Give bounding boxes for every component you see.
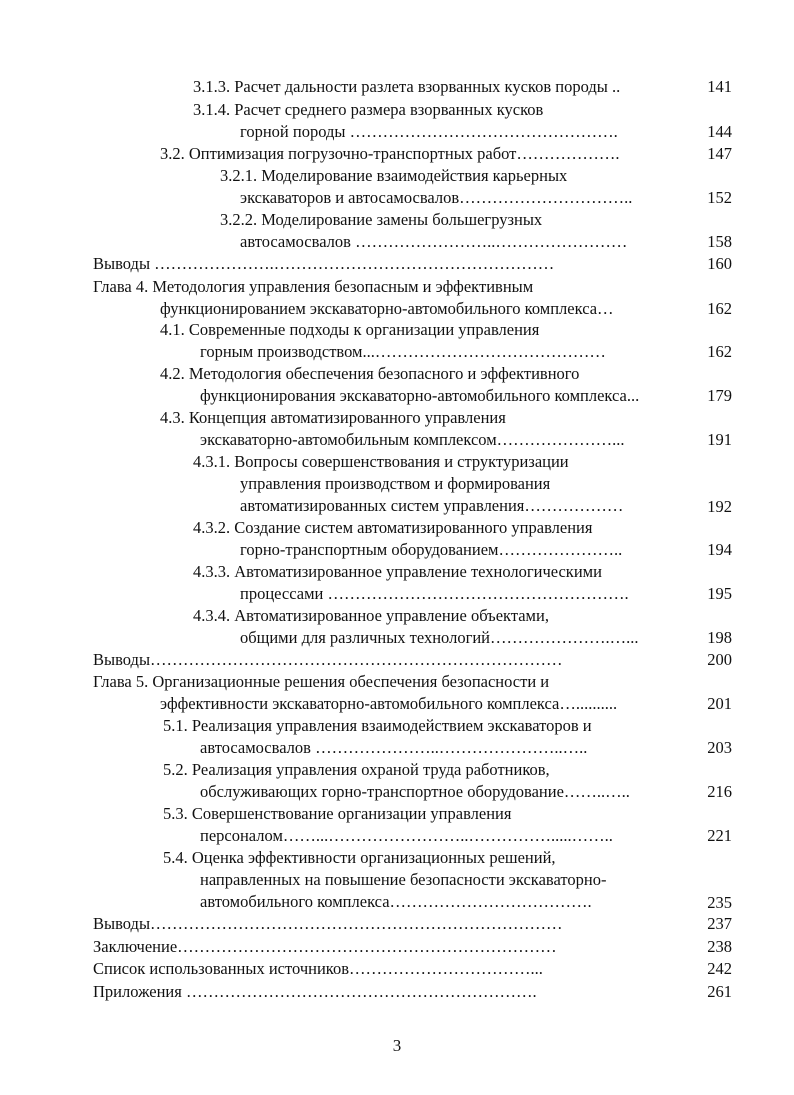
toc-entry-text: автосамосвалов ……………………..…………………… [240,232,628,251]
toc-entry-text: управления производством и формирования [240,474,551,493]
toc-entry-text: функционирования экскаваторно-автомобильного комплекса... [200,386,640,405]
toc-entry-text: автосамосвалов …………………..…………………..….. [200,738,588,757]
toc-entry-text: 3.2. Оптимизация погрузочно-транспортных работ………………. [160,144,620,163]
toc-entry-text: 3.1.4. Расчет среднего размера взорванных кусков [193,100,544,119]
toc-entry-text: 4.3. Концепция автоматизированного управления [160,408,506,427]
toc-entry-page: 158 [707,232,732,251]
toc-entry-text: 5.2. Реализация управления охраной труда работников, [163,760,550,779]
toc-entry-text: горно-транспортным оборудованием………………….. [240,540,623,559]
toc-entry-text: 4.3.2. Создание систем автоматизированного управления [193,518,593,537]
toc-entry-text: экскаваторов и автосамосвалов………………………….. [240,188,633,207]
toc-entry-text: 5.4. Оценка эффективности организационных решений, [163,848,556,867]
toc-entry-page: 201 [707,694,732,713]
toc-entry-page: 191 [707,430,732,449]
toc-entry-text: обслуживающих горно-транспортное оборудование……..….. [200,782,630,801]
toc-entry-page: 162 [707,299,732,318]
toc-entry-page: 238 [707,937,732,956]
toc-entry-page: 200 [707,650,732,669]
toc-entry-text: горным производством...…………………………………… [200,342,606,361]
toc-entry-text: эффективности экскаваторно-автомобильного комплекса….......... [160,694,618,713]
toc-entry-page: 162 [707,342,732,361]
toc-entry-text: 4.3.1. Вопросы совершенствования и структуризации [193,452,569,471]
toc-entry-page: 198 [707,628,732,647]
toc-entry-page: 152 [707,188,732,207]
toc-entry-page: 195 [707,584,732,603]
toc-entry-text: 4.2. Методология обеспечения безопасного и эффективного [160,364,580,383]
toc-entry-text: автоматизированных систем управления……………… [240,496,624,515]
toc-entry-text: Заключение…………………………………………………………… [93,937,557,956]
toc-entry-page: 216 [707,782,732,801]
toc-entry-text: Глава 5. Организационные решения обеспечения безопасности и [93,672,550,691]
toc-entry-text: 4.3.3. Автоматизированное управление технологическими [193,562,602,581]
toc-entry-text: Выводы………………………………………………………………… [93,650,563,669]
toc-entry-page: 203 [707,738,732,757]
toc-entry-text: направленных на повышение безопасности экскаваторно- [200,870,607,889]
toc-entry-text: 3.2.2. Моделирование замены большегрузных [220,210,543,229]
toc-entry-page: 235 [707,893,732,912]
toc-entry-text: Список использованных источников……………………………... [93,959,543,978]
toc-entry-text: персоналом……...……………………..…………….....…….. [200,826,613,845]
toc-entry-text: 3.1.3. Расчет дальности разлета взорванных кусков породы .. [193,77,621,96]
toc-entry-text: 5.3. Совершенствование организации управления [163,804,512,823]
toc-entry-page: 141 [707,77,732,96]
toc-entry-page: 221 [707,826,732,845]
toc-entry-page: 160 [707,254,732,273]
toc-entry-page: 242 [707,959,732,978]
toc-entry-page: 194 [707,540,732,559]
toc-entry-text: 3.2.1. Моделирование взаимодействия карьерных [220,166,568,185]
toc-entry-page: 192 [707,497,732,516]
toc-entry-text: 4.3.4. Автоматизированное управление объектами, [193,606,549,625]
toc-entry-page: 179 [707,386,732,405]
toc-entry-text: экскаваторно-автомобильным комплексом…………………... [200,430,625,449]
toc-entry-page: 237 [707,914,732,933]
toc-entry-page: 144 [707,122,732,141]
toc-entry-page: 147 [707,144,732,163]
toc-entry-text: процессами ………………………………………………. [240,584,629,603]
toc-entry-text: Выводы ………………….…………………………………………… [93,254,555,273]
toc-entry-text: горной породы …………………………………………. [240,122,618,141]
toc-entry-text: Выводы………………………………………………………………… [93,914,563,933]
toc-entry-page: 261 [707,982,732,1001]
page-number: 3 [392,1036,402,1055]
toc-entry-text: 4.1. Современные подходы к организации управления [160,320,540,339]
toc-entry-text: Глава 4. Методология управления безопасным и эффективным [93,277,534,296]
toc-entry-text: автомобильного комплекса………………………………. [200,892,592,911]
toc-entry-text: 5.1. Реализация управления взаимодействием экскаваторов и [163,716,592,735]
toc-entry-text: общими для различных технологий………………….…... [240,628,639,647]
toc-entry-text: функционированием экскаваторно-автомобильного комплекса… [160,299,614,318]
toc-entry-text: Приложения ………………………………………………………. [93,982,537,1001]
